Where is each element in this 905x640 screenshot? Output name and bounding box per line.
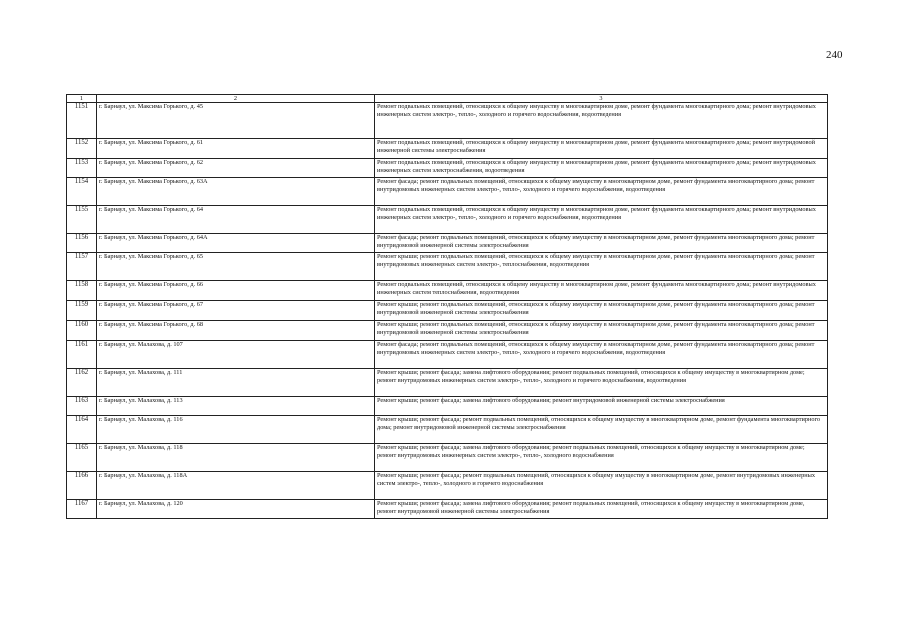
row-number: 1162 [67,369,97,397]
row-works: Ремонт крыши; ремонт фасада; замена лифтового оборудования; ремонт внутридомовой инженерной системы электроснабжения [375,397,828,416]
row-address: г. Барнаул, ул. Малахова, д. 116 [97,416,375,444]
register-table [66,94,828,519]
table-row [67,301,828,321]
table-row [67,444,828,472]
row-works: Ремонт крыши; ремонт подвальных помещений, относящихся к общему имуществу в многоквартирном доме, ремонт фундамента многоквартирного дома; ремонт внутридомовой инженерной системы электроснабжения [375,321,828,341]
row-number: 1165 [67,444,97,472]
row-works: Ремонт крыши; ремонт фасада; ремонт подвальных помещений, относящихся к общему имуществу в многоквартирном доме, ремонт внутридомовых инженерных систем электро-, тепло-, холодного и горячего водоснабжения [375,472,828,500]
row-number: 1159 [67,301,97,321]
row-number: 1160 [67,321,97,341]
page-number: 240 [826,49,843,61]
row-works: Ремонт крыши; ремонт подвальных помещений, относящихся к общему имуществу в многоквартирном доме, ремонт фундамента многоквартирного дома; ремонт внутридомовых инженерных систем электро-, теплоснабжения, водоотведения [375,253,828,281]
table-row [67,369,828,397]
table-row [67,397,828,416]
row-number: 1154 [67,178,97,206]
row-address: г. Барнаул, ул. Максима Горького, д. 68 [97,321,375,341]
table-row [67,321,828,341]
table-row [67,341,828,369]
column-header-address: 2 [97,95,375,103]
row-address: г. Барнаул, ул. Малахова, д. 120 [97,500,375,519]
row-number: 1152 [67,139,97,159]
row-works: Ремонт подвальных помещений, относящихся к общему имуществу в многоквартирном доме, ремонт фундамента многоквартирного дома; ремонт внутридомовых инженерных систем электро-, тепло-, холодного и горячего водоснабжения, водоотведения [375,103,828,139]
row-address: г. Барнаул, ул. Максима Горького, д. 45 [97,103,375,139]
row-number: 1166 [67,472,97,500]
table-row [67,472,828,500]
table-row [67,139,828,159]
row-works: Ремонт крыши; ремонт фасада; замена лифтового оборудования; ремонт подвальных помещений, относящихся к общему имуществу в многоквартирном доме, ремонт внутридомовой инженерной системы электроснабжения [375,500,828,519]
column-header-works: 3 [375,95,828,103]
row-number: 1158 [67,281,97,301]
table-row [67,281,828,301]
row-works: Ремонт крыши; ремонт фасада; замена лифтового оборудования; ремонт подвальных помещений, относящихся к общему имуществу в многоквартирном доме; ремонт внутридомовых инженерных систем электро-, тепло-, холодного и горячего водоснабжения, водоотведения [375,369,828,397]
row-address: г. Барнаул, ул. Малахова, д. 107 [97,341,375,369]
row-address: г. Барнаул, ул. Максима Горького, д. 66 [97,281,375,301]
row-number: 1153 [67,159,97,178]
row-works: Ремонт фасада; ремонт подвальных помещений, относящихся к общему имуществу в многоквартирном доме, ремонт фундамента многоквартирного дома; ремонт внутридомовой инженерной системы электроснабжения [375,234,828,253]
row-works: Ремонт подвальных помещений, относящихся к общему имуществу в многоквартирном доме, ремонт фундамента многоквартирного дома; ремонт внутридомовых инженерных систем электро-, тепло-, холодного и горячего водоснабжения, водоотведения [375,206,828,234]
row-address: г. Барнаул, ул. Максима Горького, д. 64А [97,234,375,253]
table-row [67,159,828,178]
row-number: 1151 [67,103,97,139]
row-works: Ремонт крыши; ремонт фасада; ремонт подвальных помещений, относящихся к общему имуществу в многоквартирном доме, ремонт фундамента многоквартирного дома; ремонт внутридомовой инженерной системы электроснабжения [375,416,828,444]
row-address: г. Барнаул, ул. Максима Горького, д. 61 [97,139,375,159]
row-works: Ремонт крыши; ремонт фасада; замена лифтового оборудования; ремонт подвальных помещений, относящихся к общему имуществу в многоквартирном доме; ремонт внутридомовых инженерных систем электро-, тепло-, холодного водоснабжения [375,444,828,472]
row-number: 1164 [67,416,97,444]
table-row [67,416,828,444]
row-works: Ремонт фасада; ремонт подвальных помещений, относящихся к общему имуществу в многоквартирном доме, ремонт фундамента многоквартирного дома; ремонт внутридомовых инженерных систем электро-, тепло-, холодного и горячего водоснабжения, водоотведения [375,341,828,369]
table-row [67,206,828,234]
row-number: 1167 [67,500,97,519]
row-works: Ремонт подвальных помещений, относящихся к общему имуществу в многоквартирном доме, ремонт фундамента многоквартирного дома; ремонт внутридомовых инженерных систем электроснабжения, водоотведения [375,159,828,178]
row-works: Ремонт подвальных помещений, относящихся к общему имуществу в многоквартирном доме, ремонт фундамента многоквартирного дома; ремонт внутридомовой инженерной системы электроснабжения [375,139,828,159]
row-address: г. Барнаул, ул. Максима Горького, д. 67 [97,301,375,321]
table-row [67,103,828,139]
row-address: г. Барнаул, ул. Максима Горького, д. 62 [97,159,375,178]
row-number: 1161 [67,341,97,369]
table-row [67,178,828,206]
header-row [67,95,828,103]
row-address: г. Барнаул, ул. Малахова, д. 118А [97,472,375,500]
row-address: г. Барнаул, ул. Малахова, д. 118 [97,444,375,472]
table-row [67,253,828,281]
column-header-number: 1 [67,95,97,103]
row-address: г. Барнаул, ул. Максима Горького, д. 63А [97,178,375,206]
row-address: г. Барнаул, ул. Максима Горького, д. 64 [97,206,375,234]
row-number: 1156 [67,234,97,253]
row-address: г. Барнаул, ул. Малахова, д. 111 [97,369,375,397]
row-address: г. Барнаул, ул. Малахова, д. 113 [97,397,375,416]
row-address: г. Барнаул, ул. Максима Горького, д. 65 [97,253,375,281]
row-works: Ремонт крыши; ремонт подвальных помещений, относящихся к общему имуществу в многоквартирном доме, ремонт фундамента многоквартирного дома; ремонт внутридомовой инженерной системы электроснабжения [375,301,828,321]
row-number: 1163 [67,397,97,416]
table-row [67,500,828,519]
table-row [67,234,828,253]
row-works: Ремонт подвальных помещений, относящихся к общему имуществу в многоквартирном доме, ремонт фундамента многоквартирного дома; ремонт внутридомовых инженерных систем теплоснабжения, водоотведения [375,281,828,301]
row-works: Ремонт фасада; ремонт подвальных помещений, относящихся к общему имуществу в многоквартирном доме, ремонт фундамента многоквартирного дома; ремонт внутридомовых инженерных систем электро-, тепло-, холодного и горячего водоснабжения, водоотведения [375,178,828,206]
row-number: 1157 [67,253,97,281]
row-number: 1155 [67,206,97,234]
